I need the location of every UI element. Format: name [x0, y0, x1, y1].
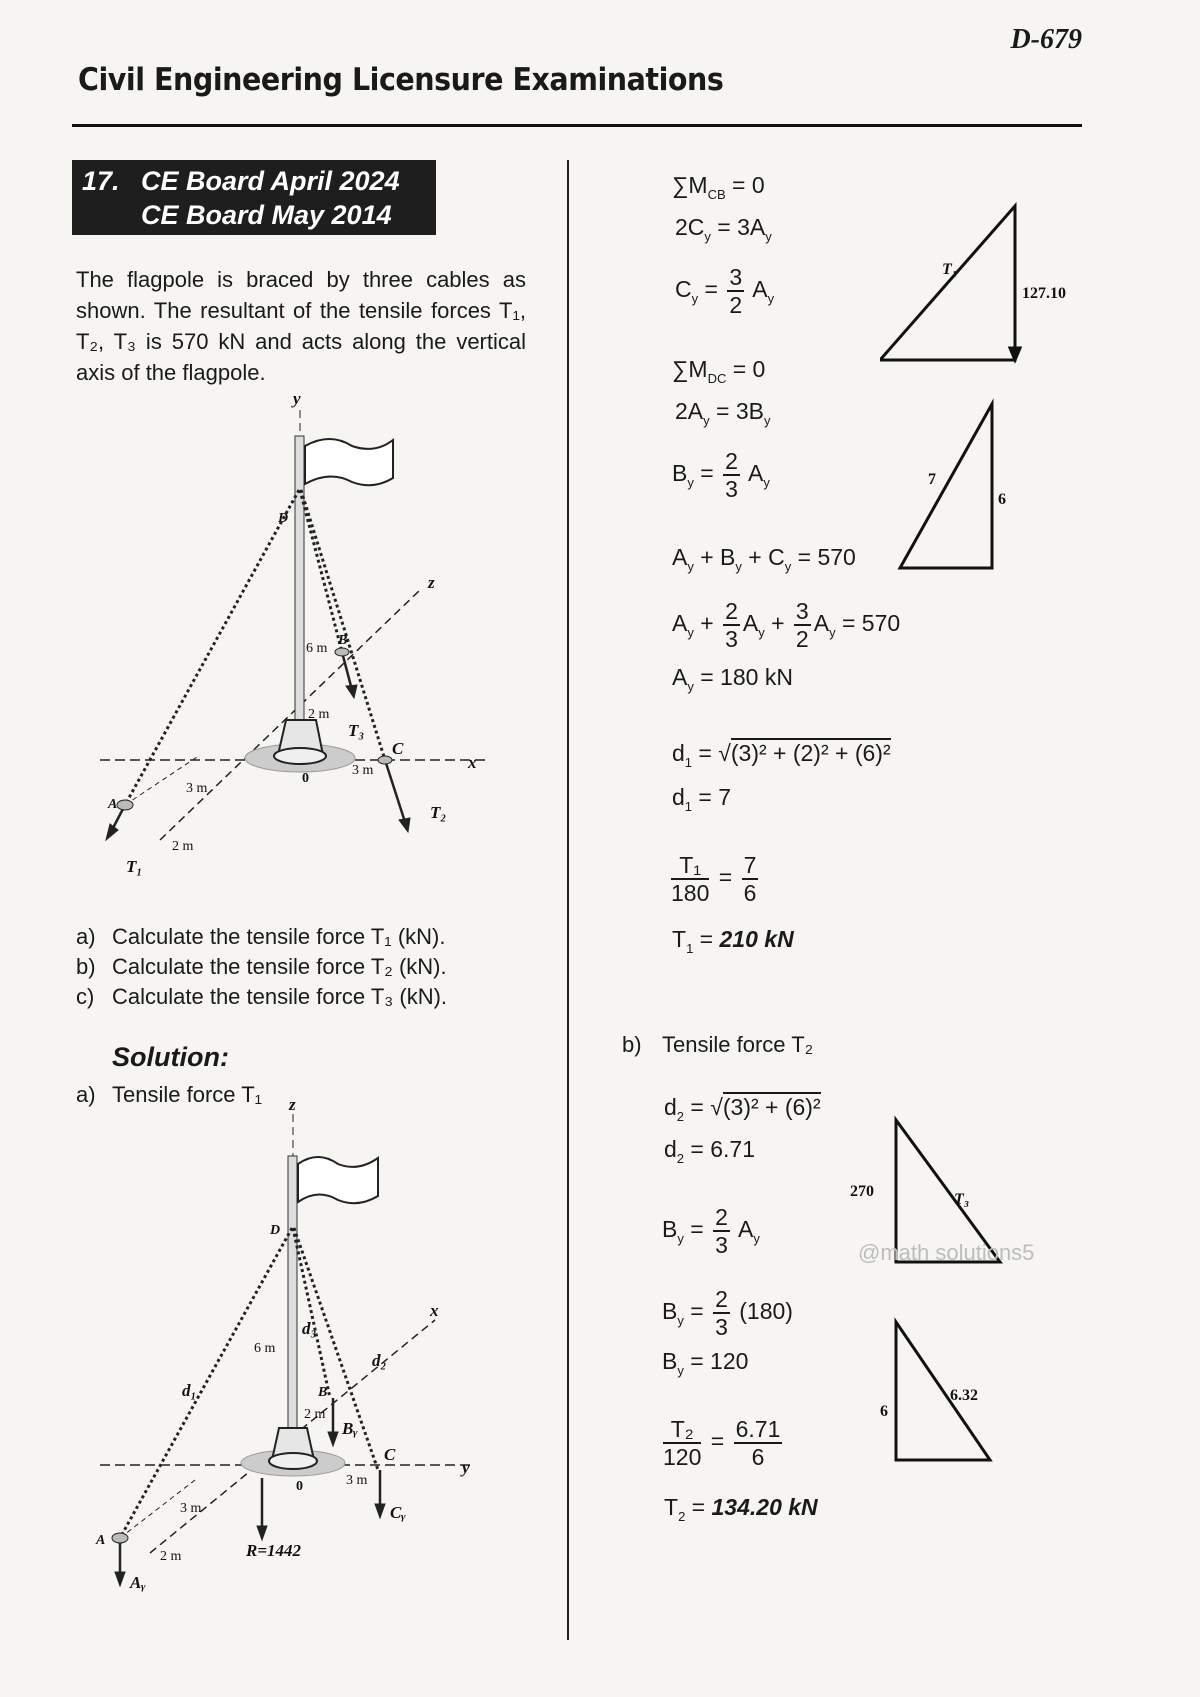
anchor-c: [378, 756, 392, 764]
tri1-t1-label: T₁: [942, 261, 958, 278]
fig1-dim-2m: 2 m: [308, 707, 330, 722]
board-exam-1: CE Board April 2024: [141, 166, 400, 196]
fig2-dim-2m: 2 m: [304, 1407, 326, 1422]
eq5-right: = 3B: [716, 398, 764, 424]
eq8-f1-num: 2: [725, 598, 738, 624]
t2-arrowhead: [399, 818, 410, 832]
fig2-point-a: A: [96, 1533, 106, 1548]
fig2-ay: Aᵧ: [130, 1573, 146, 1592]
eq17-value: = 120: [690, 1348, 749, 1374]
fig2-point-c: C: [384, 1445, 396, 1464]
eq12-r-num: 7: [743, 852, 757, 878]
by-arrowhead: [328, 1432, 338, 1446]
cy-arrowhead: [375, 1504, 385, 1518]
problem-statement: The flagpole is braced by three cables as shown. The resultant of the tensile forces T₁, T₂, T₃ is 570 kN and acts along the vertical axis of the flagpole.: [76, 267, 526, 385]
fig1-t3: T₃: [348, 721, 365, 740]
fig1-t1: T₁: [126, 857, 143, 876]
force-triangles-top: [880, 186, 1100, 586]
tri4-side-label: 6: [880, 1403, 888, 1420]
problem-number: 17.: [82, 166, 120, 196]
eq18-den: 120: [663, 1444, 702, 1470]
eq-t1-result: $T_1 = 210$ kN: [672, 926, 794, 956]
eq9-value: = 180 kN: [700, 664, 793, 690]
eq18-num: T₂: [663, 1416, 701, 1444]
page-number: D-679: [1010, 24, 1082, 55]
eq-sum-forces: $A_y + B_y + C_y = 570$: [672, 544, 856, 574]
part-b-heading: [622, 1032, 813, 1058]
question-a-text: Calculate the tensile force T₁ (kN).: [112, 924, 446, 949]
eq-ay-result: $A_y = 180$ kN: [672, 664, 793, 694]
flagpole-figure: [90, 390, 510, 890]
question-b-label: b): [76, 954, 96, 979]
board-exam-2: CE Board May 2014: [141, 200, 392, 230]
eq2-left: 2C: [675, 214, 705, 240]
eq15-num: 2: [715, 1204, 728, 1230]
eq15-b: B: [662, 1216, 678, 1243]
eq18-r-den: 6: [751, 1444, 765, 1470]
eq18-r-num: 6.71: [735, 1416, 781, 1442]
flagpole: [295, 436, 304, 736]
eq6-a: A: [747, 460, 764, 487]
fig1-point-a: A: [108, 797, 118, 812]
fig1-point-b: B: [338, 633, 348, 648]
tri3-side-label: 270: [850, 1183, 874, 1200]
eq7-b: + B: [700, 544, 736, 570]
part-a-title: Tensile force T₁: [112, 1082, 263, 1107]
watermark: @math solutions5: [858, 1240, 1035, 1265]
eq4-sigma: ∑M: [672, 356, 708, 382]
question-c-text: Calculate the tensile force T₃ (kN).: [112, 984, 448, 1009]
header-rule: [72, 124, 1082, 127]
eq12-num: T₁: [671, 852, 709, 880]
eq6-b: B: [672, 460, 688, 487]
fig2-base-ring: [269, 1453, 317, 1469]
eq-substituted-sum: $A_y$ + $\frac{2}{3}$ $A_y$ + $\frac{3}{2}$ $A_y = 570$: [672, 598, 901, 652]
cable-b: [300, 490, 342, 652]
eq7-d: = 570: [797, 544, 856, 570]
eq16-den: 3: [715, 1314, 728, 1340]
eq8-f2-num: 3: [795, 598, 809, 624]
tri4-hyp-label: 6.32: [950, 1387, 978, 1404]
eq8-f1-den: 3: [725, 626, 738, 652]
eq12-den: 180: [671, 880, 710, 906]
fig1-dim-6m: 6 m: [306, 641, 328, 656]
eq-d1: $d_1 = √(3)^2 + (2)^2 + (6)^2$: [672, 740, 891, 770]
fig2-d3: d₃: [302, 1319, 317, 1338]
part-b-title: Tensile force T₂: [662, 1032, 814, 1057]
fig1-dim-3m-a: 3 m: [186, 781, 208, 796]
eq-d1-value: $d_1 = 7$: [672, 784, 732, 814]
tri2-hyp-label: 7: [928, 471, 936, 488]
fig1-t2: T₂: [430, 803, 447, 822]
eq1-sigma: ∑M: [672, 172, 708, 198]
eq-t1-ratio: $\frac{\text{T₁}}{180}$ = $\frac{7}{6}$: [671, 852, 757, 906]
fig1-origin: 0: [302, 771, 309, 786]
eq-cy-ratio: $C_y$ = $\frac{3}{2}$ $A_y$: [675, 264, 775, 318]
eq13-radicand: (3)² + (6)²: [722, 1094, 821, 1120]
eq11-value: = 7: [698, 784, 732, 810]
fig1-dim-3m: 3 m: [352, 763, 374, 778]
tri2-side-label: 6: [998, 491, 1006, 508]
running-title: Civil Engineering Licensure Examinations: [78, 62, 724, 98]
t1-arrowhead: [106, 824, 118, 840]
fig2-resultant: R=1442: [246, 1541, 302, 1560]
free-body-figure: [90, 1098, 490, 1608]
eq4-zero: = 0: [732, 356, 766, 382]
fig2-point-d: D: [270, 1223, 281, 1238]
question-c-label: c): [76, 984, 95, 1009]
z-axis-line: [160, 590, 420, 840]
fig2-origin: 0: [296, 1479, 303, 1494]
eq8-a: A: [672, 610, 688, 637]
tri1-side-label: 127.10: [1022, 285, 1066, 302]
triangle-t1: [880, 206, 1015, 360]
fig2-dim-2m-a: 2 m: [160, 1549, 182, 1564]
eq3-a: A: [752, 276, 768, 303]
solution-heading: Solution:: [112, 1042, 229, 1072]
question-a-label: a): [76, 924, 96, 949]
fig1-point-c: C: [392, 739, 404, 758]
eq6-frac-den: 3: [725, 476, 738, 502]
fig1-axis-y: y: [293, 390, 301, 408]
fig2-anchor-a: [112, 1533, 128, 1543]
eq16-sub: (180): [739, 1298, 793, 1325]
anchor-a: [117, 800, 133, 810]
eq8-total: = 570: [841, 610, 901, 637]
fig1-axis-x: x: [468, 753, 477, 772]
fig2-cable-a: [120, 1228, 292, 1538]
flag: [305, 439, 393, 485]
eq17-b: B: [662, 1348, 678, 1374]
column-divider: [567, 160, 569, 1640]
eq14-value: = 6.71: [690, 1136, 756, 1162]
triangle-t1-arrow: [1010, 348, 1020, 360]
eq-by-value: $B_y = 120$: [662, 1348, 749, 1378]
eq-t2-ratio: $\frac{\text{T₂}}{120}$ = $\frac{6.71}{6}$: [663, 1416, 781, 1470]
fig1-point-d: D: [278, 511, 289, 526]
eq12-r-den: 6: [743, 880, 757, 906]
tri3-t3-label: T₃: [954, 1191, 970, 1208]
fig1-axis-z: z: [428, 573, 435, 592]
eq-2ay: $2A_y = 3B_y$: [675, 398, 771, 428]
eq-d2-value: $d_2 = 6.71$: [664, 1136, 756, 1166]
problem-banner: [72, 160, 436, 235]
eq-by-substituted: $B_y$ = $\frac{2}{3}$ (180): [662, 1286, 793, 1340]
eq16-num: 2: [715, 1286, 728, 1312]
fig2-flagpole: [288, 1156, 297, 1446]
eq-2cy: $2C_y = 3A_y$: [675, 214, 772, 244]
fig2-axis-z: z: [289, 1098, 296, 1114]
force-triangles-bottom: [850, 1110, 1070, 1490]
fig2-d1: d₁: [182, 1381, 197, 1400]
t1-answer: 210 kN: [719, 926, 794, 952]
fig2-dim-3m-a: 3 m: [180, 1501, 202, 1516]
eq9-a: A: [672, 664, 688, 690]
fig1-dim-2m-a: 2 m: [172, 839, 194, 854]
question-b: [76, 952, 447, 982]
eq15-den: 3: [715, 1232, 728, 1258]
eq-t2-result: $T_2 = 134.20$ kN: [664, 1494, 818, 1524]
fig2-d2: d₂: [372, 1351, 387, 1370]
fig2-dim-6m: 6 m: [254, 1341, 276, 1356]
part-b-label: b): [622, 1032, 642, 1057]
fig2-axis-x: x: [430, 1301, 439, 1320]
question-a: [76, 922, 447, 952]
t2-arrow: [385, 760, 405, 822]
ay-arrowhead: [115, 1572, 125, 1586]
eq1-zero: = 0: [732, 172, 765, 198]
eq6-frac-num: 2: [725, 448, 738, 474]
eq4-sub: DC: [707, 371, 727, 386]
eq3-frac-den: 2: [729, 292, 743, 318]
eq8-f2-den: 2: [795, 626, 809, 652]
eq8-a3: A: [813, 610, 830, 637]
eq-sum-m-dc: [672, 356, 765, 386]
t2-answer: 134.20 kN: [711, 1494, 818, 1520]
eq8-a2: A: [742, 610, 759, 637]
fig2-dim-3m: 3 m: [346, 1473, 368, 1488]
fig2-flag: [298, 1157, 378, 1203]
eq7-a: A: [672, 544, 688, 570]
base-ring: [274, 748, 326, 764]
triangle-d1: [900, 404, 992, 568]
eq16-b: B: [662, 1298, 678, 1325]
eq-d2: $d_2 = √(3)^2 + (6)^2$: [664, 1094, 821, 1124]
eq7-c: + C: [748, 544, 785, 570]
fig2-cy: Cᵧ: [390, 1503, 406, 1522]
eq15-a: A: [737, 1216, 754, 1243]
question-c: [76, 982, 447, 1012]
eq10-radicand: (3)² + (2)² + (6)²: [730, 740, 891, 766]
a-offset-line: [125, 755, 200, 805]
r-arrowhead: [257, 1526, 267, 1540]
eq3-frac-num: 3: [729, 264, 743, 290]
eq2-right: = 3A: [717, 214, 766, 240]
fig2-point-b: B: [318, 1385, 328, 1400]
eq1-sub: CB: [707, 187, 726, 202]
eq-sum-m-cb: [672, 172, 765, 202]
part-a-label: a): [76, 1082, 96, 1107]
fig2-by: Bᵧ: [342, 1419, 358, 1438]
anchor-b: [335, 648, 349, 656]
question-b-text: Calculate the tensile force T₂ (kN).: [112, 954, 447, 979]
fig2-axis-y: y: [462, 1458, 470, 1477]
t3-arrowhead: [346, 685, 357, 698]
eq-by-ratio: $B_y$ = $\frac{2}{3}$ $A_y$: [672, 448, 770, 502]
eq5-left: 2A: [675, 398, 704, 424]
eq-by-ratio-2: $B_y$ = $\frac{2}{3}$ $A_y$: [662, 1204, 760, 1258]
question-list: [76, 922, 447, 1012]
eq3-c: C: [675, 276, 692, 303]
